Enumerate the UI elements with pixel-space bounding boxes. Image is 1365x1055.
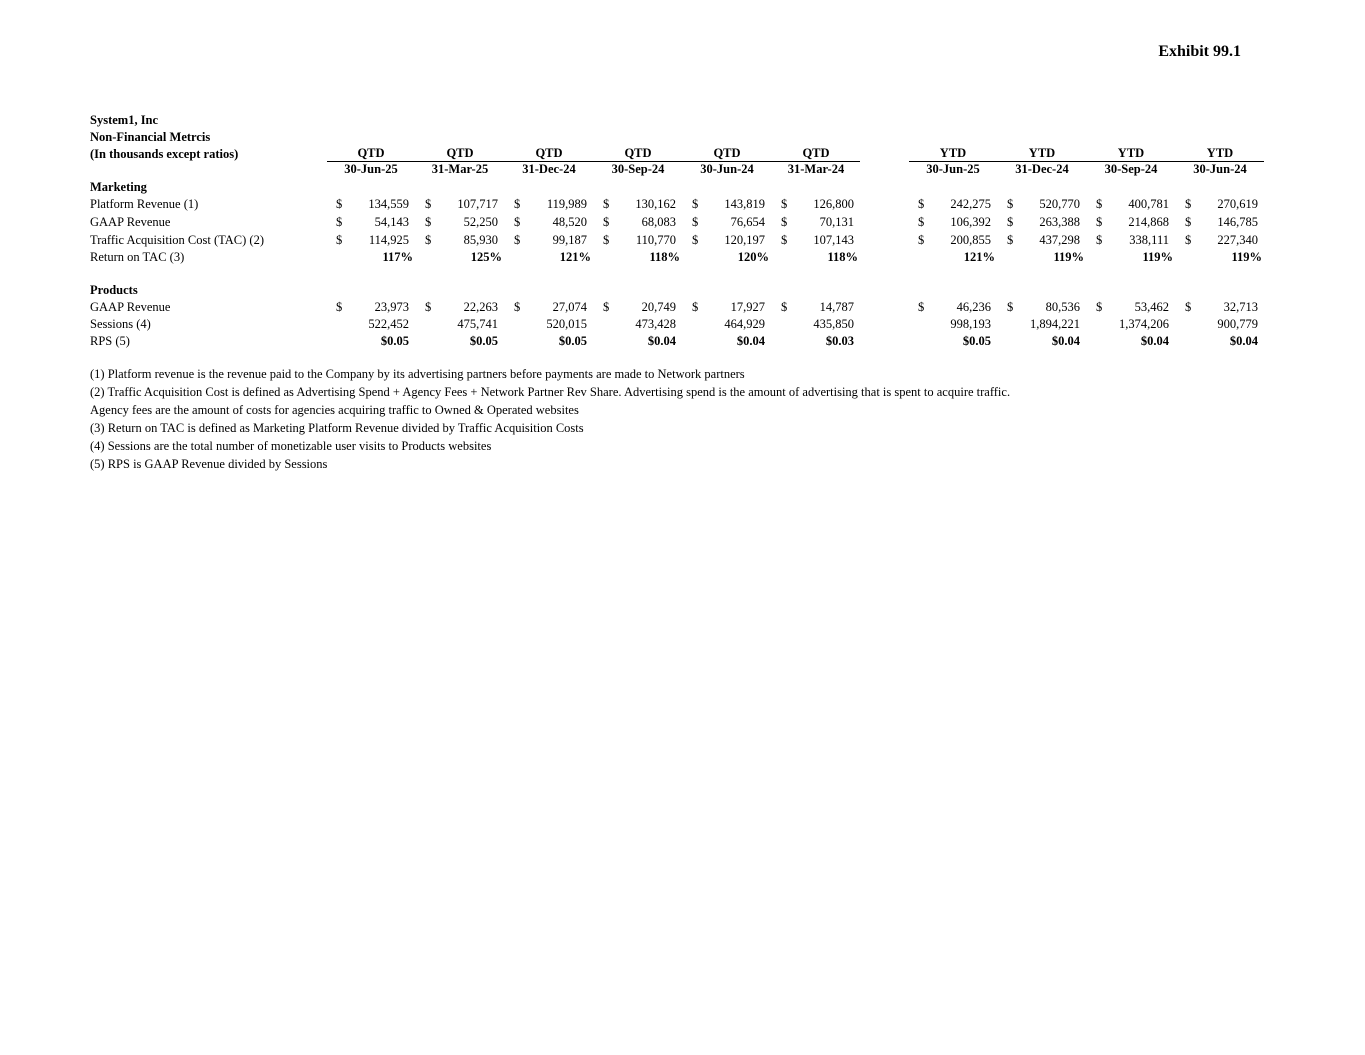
report-subtitle: Non-Financial Metrcis bbox=[90, 130, 211, 144]
table-cell: 32,713 bbox=[1223, 300, 1258, 314]
table-cell: 119% bbox=[1053, 250, 1084, 264]
table-cell: 23,973 bbox=[374, 300, 409, 314]
dollar-sign: $ bbox=[603, 197, 610, 211]
table-cell: $0.05 bbox=[962, 334, 991, 348]
section-title: Marketing bbox=[90, 180, 147, 194]
table-cell: 80,536 bbox=[1045, 300, 1080, 314]
dollar-sign: $ bbox=[692, 215, 699, 229]
row-label: Sessions (4) bbox=[90, 317, 151, 331]
row-label: RPS (5) bbox=[90, 334, 130, 348]
table-cell: 435,850 bbox=[813, 317, 854, 331]
table-cell: 52,250 bbox=[463, 215, 498, 229]
table-cell: 70,131 bbox=[819, 215, 854, 229]
table-cell: 106,392 bbox=[950, 215, 991, 229]
ytd-header-rule bbox=[909, 161, 1264, 162]
table-cell: 118% bbox=[827, 250, 858, 264]
dollar-sign: $ bbox=[336, 233, 343, 247]
dollar-sign: $ bbox=[781, 197, 788, 211]
footnote-line: Agency fees are the amount of costs for agencies acquiring traffic to Owned & Operated websites bbox=[90, 403, 579, 417]
footnote-line: (1) Platform revenue is the revenue paid to the Company by its advertising partners before payments are made to Network partners bbox=[90, 367, 745, 381]
units-note: (In thousands except ratios) bbox=[90, 147, 239, 161]
table-cell: $0.04 bbox=[1051, 334, 1080, 348]
table-cell: 107,717 bbox=[457, 197, 498, 211]
footnote-line: (3) Return on TAC is defined as Marketing Platform Revenue divided by Traffic Acquisition Costs bbox=[90, 421, 584, 435]
table-cell: 134,559 bbox=[368, 197, 409, 211]
column-date: 31-Mar-25 bbox=[431, 162, 489, 176]
column-period: YTD bbox=[1206, 146, 1234, 160]
exhibit-label: Exhibit 99.1 bbox=[1158, 43, 1241, 60]
table-cell: 110,770 bbox=[635, 233, 676, 247]
table-cell: 1,894,221 bbox=[1030, 317, 1080, 331]
dollar-sign: $ bbox=[603, 233, 610, 247]
column-date: 31-Dec-24 bbox=[522, 162, 576, 176]
dollar-sign: $ bbox=[514, 197, 521, 211]
table-cell: 130,162 bbox=[635, 197, 676, 211]
table-cell: 76,654 bbox=[730, 215, 765, 229]
table-cell: 146,785 bbox=[1217, 215, 1258, 229]
table-cell: 437,298 bbox=[1039, 233, 1080, 247]
footnote-line: (4) Sessions are the total number of monetizable user visits to Products websites bbox=[90, 439, 492, 453]
table-cell: 400,781 bbox=[1128, 197, 1169, 211]
table-cell: 85,930 bbox=[463, 233, 498, 247]
dollar-sign: $ bbox=[603, 300, 610, 314]
dollar-sign: $ bbox=[918, 300, 925, 314]
dollar-sign: $ bbox=[336, 215, 343, 229]
table-cell: $0.05 bbox=[380, 334, 409, 348]
dollar-sign: $ bbox=[918, 215, 925, 229]
column-period: QTD bbox=[446, 146, 474, 160]
table-cell: 473,428 bbox=[635, 317, 676, 331]
dollar-sign: $ bbox=[1185, 300, 1192, 314]
table-cell: 143,819 bbox=[724, 197, 765, 211]
table-cell: 68,083 bbox=[641, 215, 676, 229]
dollar-sign: $ bbox=[781, 300, 788, 314]
table-cell: 99,187 bbox=[552, 233, 587, 247]
table-cell: $0.05 bbox=[469, 334, 498, 348]
table-cell: 118% bbox=[649, 250, 680, 264]
dollar-sign: $ bbox=[603, 215, 610, 229]
column-period: QTD bbox=[713, 146, 741, 160]
dollar-sign: $ bbox=[336, 300, 343, 314]
table-cell: 126,800 bbox=[813, 197, 854, 211]
table-cell: 48,520 bbox=[552, 215, 587, 229]
table-cell: 121% bbox=[559, 250, 591, 264]
column-period: YTD bbox=[1117, 146, 1145, 160]
table-cell: 53,462 bbox=[1134, 300, 1169, 314]
column-period: YTD bbox=[1028, 146, 1056, 160]
table-cell: 270,619 bbox=[1217, 197, 1258, 211]
row-label: GAAP Revenue bbox=[90, 215, 171, 229]
dollar-sign: $ bbox=[692, 197, 699, 211]
dollar-sign: $ bbox=[425, 233, 432, 247]
dollar-sign: $ bbox=[692, 300, 699, 314]
dollar-sign: $ bbox=[1096, 233, 1103, 247]
footnote-line: (2) Traffic Acquisition Cost is defined as Advertising Spend + Agency Fees + Network Partner Rev Share. Advertising spend is the amount of advertising that is spent to acquire traffic. bbox=[90, 385, 1011, 399]
dollar-sign: $ bbox=[425, 215, 432, 229]
table-cell: 520,015 bbox=[546, 317, 587, 331]
dollar-sign: $ bbox=[425, 300, 432, 314]
dollar-sign: $ bbox=[918, 233, 925, 247]
table-cell: $0.03 bbox=[825, 334, 854, 348]
column-date: 30-Jun-25 bbox=[926, 162, 980, 176]
column-period: QTD bbox=[624, 146, 652, 160]
table-cell: 17,927 bbox=[730, 300, 765, 314]
table-cell: 119,989 bbox=[546, 197, 587, 211]
qtd-header-rule bbox=[327, 161, 860, 162]
row-label: Traffic Acquisition Cost (TAC) (2) bbox=[90, 233, 264, 247]
table-cell: $0.05 bbox=[558, 334, 587, 348]
column-date: 30-Jun-24 bbox=[700, 162, 754, 176]
table-cell: 119% bbox=[1231, 250, 1262, 264]
table-cell: 119% bbox=[1142, 250, 1173, 264]
column-date: 30-Jun-24 bbox=[1193, 162, 1247, 176]
dollar-sign: $ bbox=[1007, 215, 1014, 229]
footnote-line: (5) RPS is GAAP Revenue divided by Sessions bbox=[90, 457, 328, 471]
table-cell: $0.04 bbox=[736, 334, 765, 348]
dollar-sign: $ bbox=[1007, 197, 1014, 211]
row-label: Platform Revenue (1) bbox=[90, 197, 199, 211]
table-cell: 20,749 bbox=[641, 300, 676, 314]
table-cell: $0.04 bbox=[1140, 334, 1169, 348]
dollar-sign: $ bbox=[918, 197, 925, 211]
column-date: 31-Dec-24 bbox=[1015, 162, 1069, 176]
table-cell: 107,143 bbox=[813, 233, 854, 247]
dollar-sign: $ bbox=[1007, 300, 1014, 314]
dollar-sign: $ bbox=[1185, 215, 1192, 229]
dollar-sign: $ bbox=[1185, 197, 1192, 211]
column-period: QTD bbox=[802, 146, 830, 160]
table-cell: 22,263 bbox=[463, 300, 498, 314]
table-cell: 214,868 bbox=[1128, 215, 1169, 229]
table-cell: 121% bbox=[963, 250, 995, 264]
table-cell: 522,452 bbox=[368, 317, 409, 331]
dollar-sign: $ bbox=[1096, 300, 1103, 314]
column-period: QTD bbox=[357, 146, 385, 160]
company-name: System1, Inc bbox=[90, 113, 159, 127]
table-cell: $0.04 bbox=[1229, 334, 1258, 348]
table-cell: 520,770 bbox=[1039, 197, 1080, 211]
column-period: YTD bbox=[939, 146, 967, 160]
table-cell: 54,143 bbox=[374, 215, 409, 229]
table-cell: 125% bbox=[470, 250, 502, 264]
table-cell: 200,855 bbox=[950, 233, 991, 247]
dollar-sign: $ bbox=[514, 233, 521, 247]
table-cell: 227,340 bbox=[1217, 233, 1258, 247]
dollar-sign: $ bbox=[425, 197, 432, 211]
table-cell: 46,236 bbox=[956, 300, 991, 314]
table-cell: 998,193 bbox=[950, 317, 991, 331]
dollar-sign: $ bbox=[1185, 233, 1192, 247]
column-date: 30-Sep-24 bbox=[611, 162, 665, 176]
row-label: Return on TAC (3) bbox=[90, 250, 185, 264]
table-cell: 475,741 bbox=[457, 317, 498, 331]
table-cell: 338,111 bbox=[1129, 233, 1169, 247]
table-cell: 120% bbox=[737, 250, 769, 264]
dollar-sign: $ bbox=[1096, 215, 1103, 229]
table-cell: 464,929 bbox=[724, 317, 765, 331]
column-period: QTD bbox=[535, 146, 563, 160]
column-date: 30-Sep-24 bbox=[1104, 162, 1158, 176]
dollar-sign: $ bbox=[781, 233, 788, 247]
table-cell: 263,388 bbox=[1039, 215, 1080, 229]
table-cell: 14,787 bbox=[819, 300, 854, 314]
dollar-sign: $ bbox=[514, 300, 521, 314]
dollar-sign: $ bbox=[336, 197, 343, 211]
section-title: Products bbox=[90, 283, 138, 297]
dollar-sign: $ bbox=[1007, 233, 1014, 247]
table-cell: $0.04 bbox=[647, 334, 676, 348]
table-cell: 117% bbox=[382, 250, 413, 264]
column-date: 31-Mar-24 bbox=[787, 162, 845, 176]
table-cell: 900,779 bbox=[1217, 317, 1258, 331]
table-cell: 120,197 bbox=[724, 233, 765, 247]
dollar-sign: $ bbox=[1096, 197, 1103, 211]
dollar-sign: $ bbox=[514, 215, 521, 229]
dollar-sign: $ bbox=[781, 215, 788, 229]
table-cell: 1,374,206 bbox=[1119, 317, 1169, 331]
table-cell: 114,925 bbox=[368, 233, 409, 247]
table-cell: 242,275 bbox=[950, 197, 991, 211]
table-cell: 27,074 bbox=[552, 300, 587, 314]
column-date: 30-Jun-25 bbox=[344, 162, 398, 176]
dollar-sign: $ bbox=[692, 233, 699, 247]
row-label: GAAP Revenue bbox=[90, 300, 171, 314]
